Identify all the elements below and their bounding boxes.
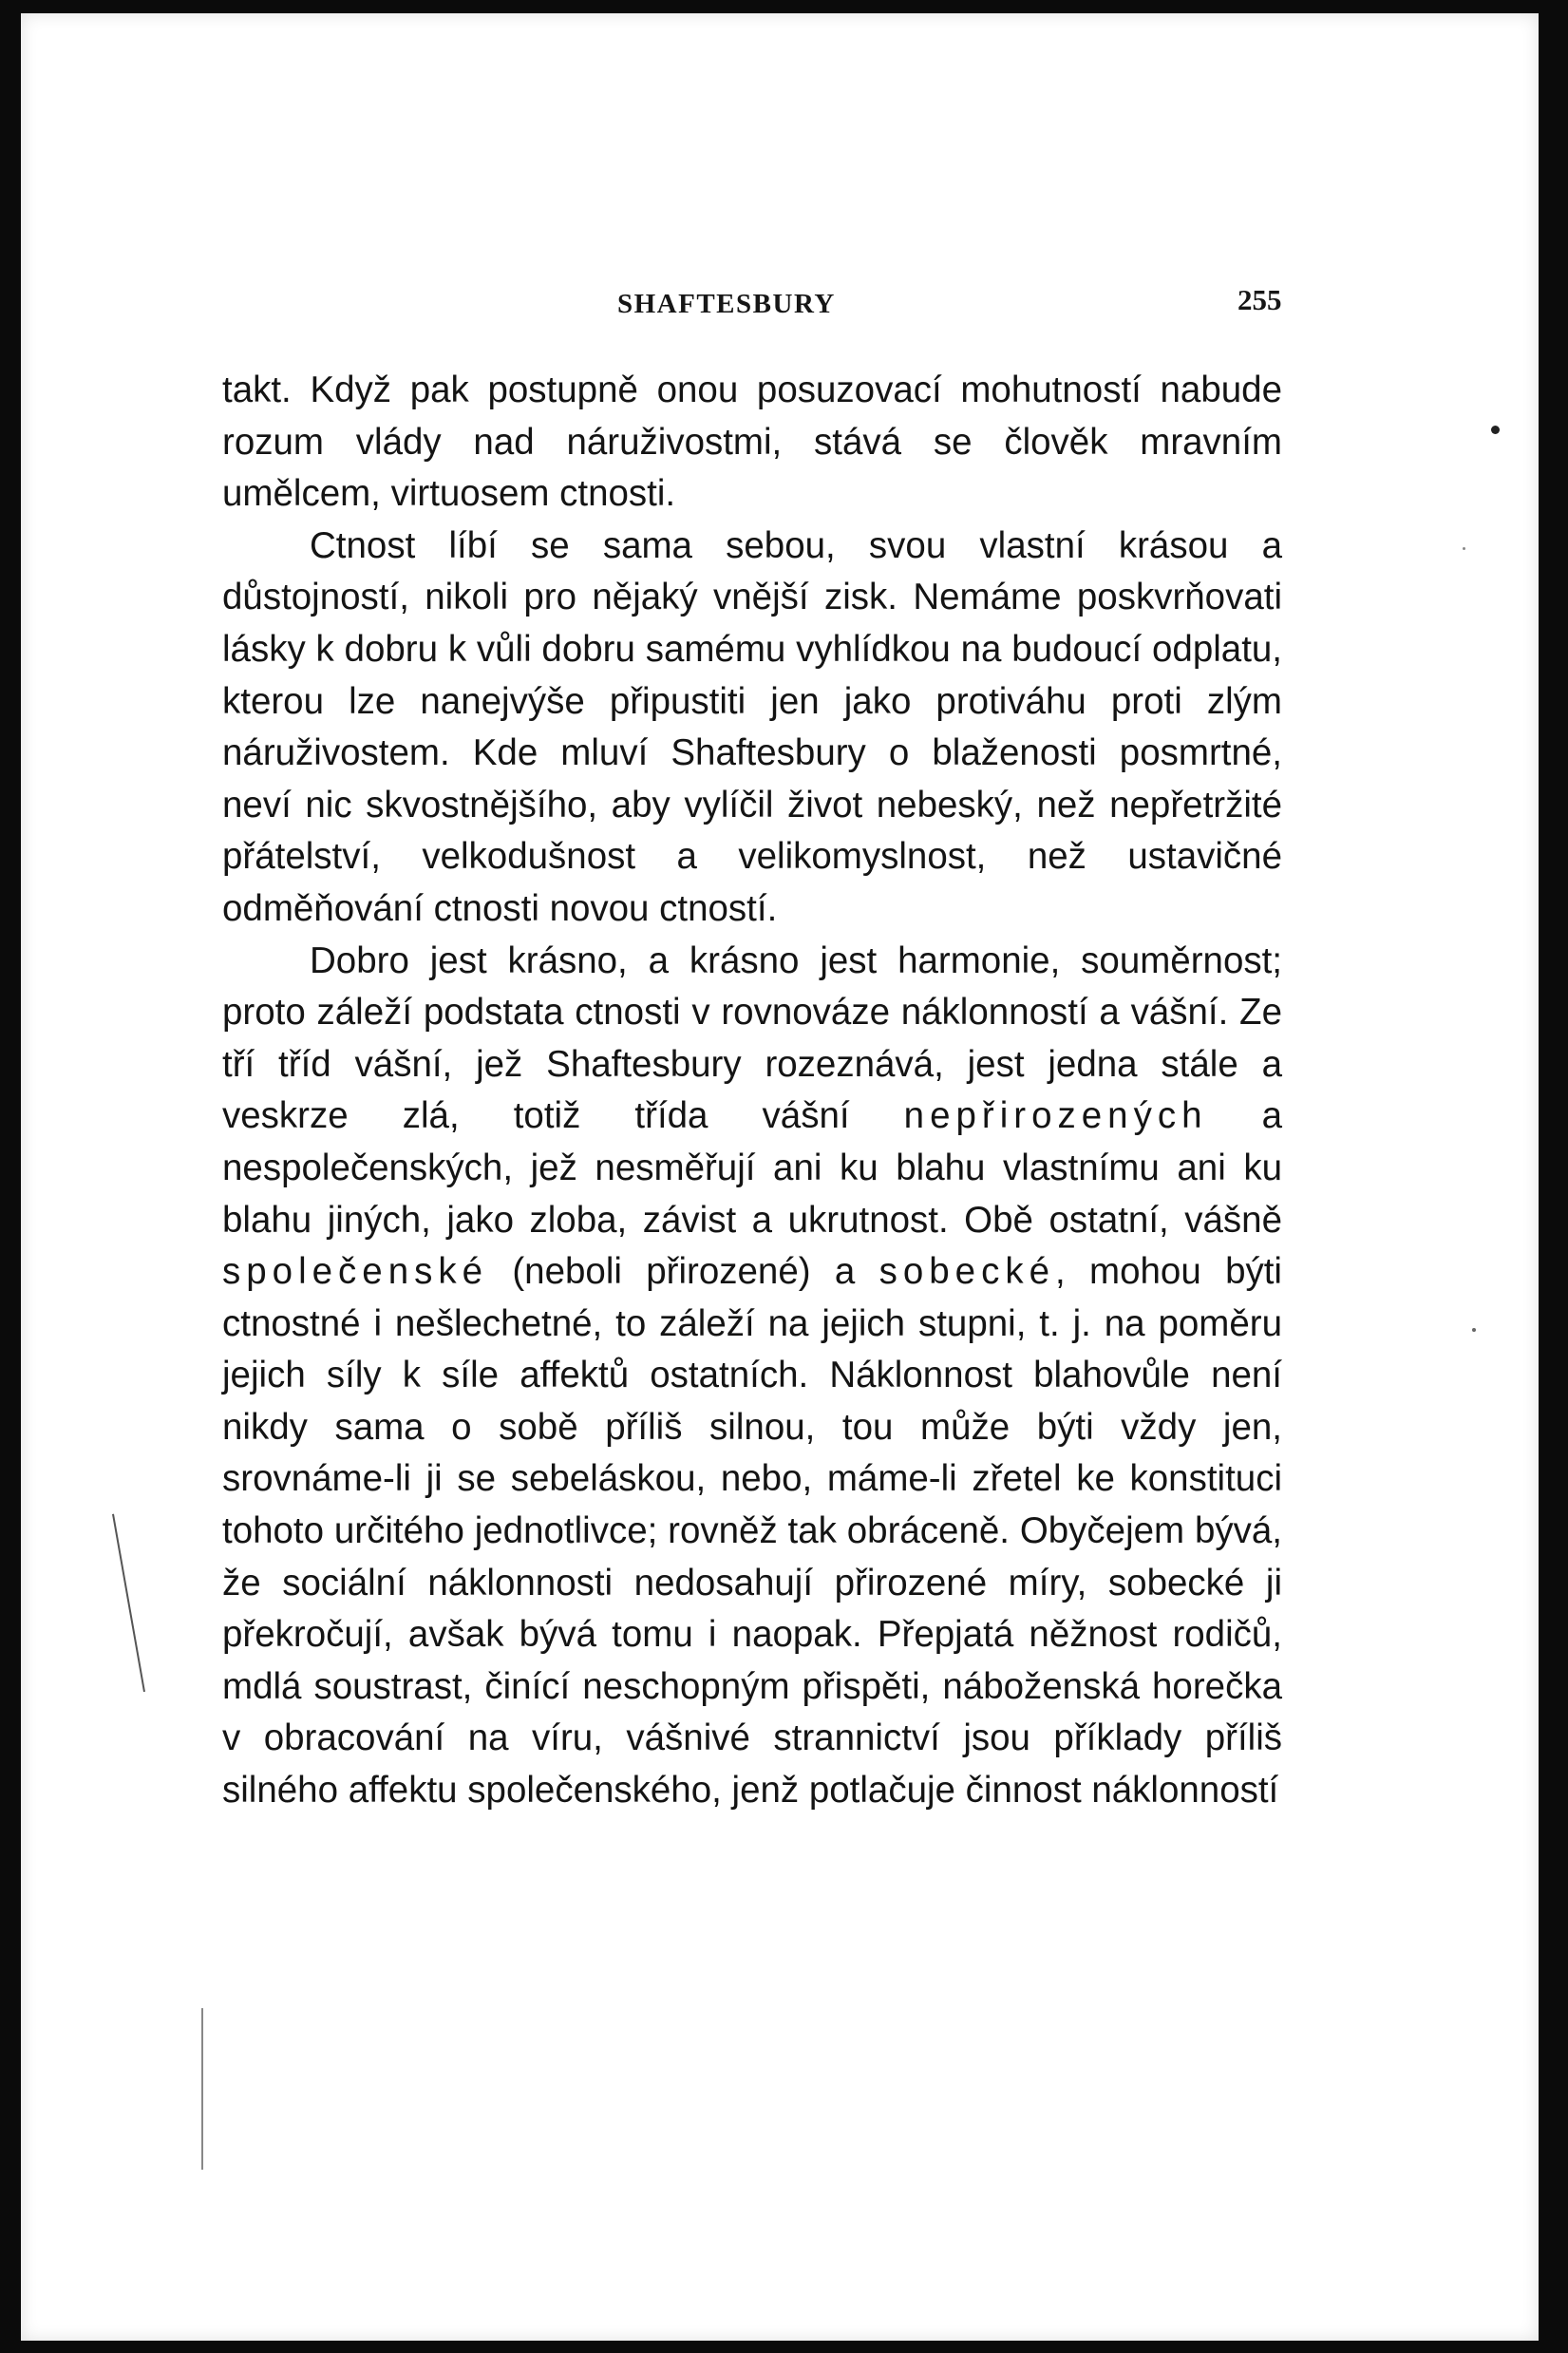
page-number: 255: [1237, 283, 1282, 316]
emphasized-term: sobecké: [878, 1251, 1056, 1293]
ink-speck: [1491, 426, 1500, 434]
book-page: [21, 13, 1539, 2341]
paragraph-text: , mohou býti ctnostné i nešlechetné, to záleží na jejich stupni, t. j. na poměru jejich síly k síle affektů ostatních. Náklonnost blahovůle není nikdy sama o sobě příliš silnou, tou může býti vždy jen, srovnáme-li ji se sebeláskou, nebo, máme-li zřetel ke konstituci tohoto určitého jednotlivce; rovněž tak obráceně. Obyčejem bývá, že sociální náklonnosti nedosahují přirozené míry, sobecké ji překročují, avšak bývá tomu i naopak. Přepjatá něžnost rodičů, mdlá soustrast, činící neschopným přispěti, náboženská horečka v obracování na víru, vášnivé strannictví jsou příklady příliš silného affektu společenského, jenž potlačuje činnost náklonností: [222, 1251, 1282, 1812]
paragraph-text: Dobro jest krásno, a krásno jest harmonie, souměrnost; proto záleží podstata ctnosti v rovnováze náklonností a vášní. Ze tří tříd vášní, jež Shaftesbury rozeznává, jest jedna stále a veskrze zlá, totiž třída vášní: [222, 939, 1282, 1137]
running-header: [21, 279, 1539, 336]
paragraph-2: [222, 521, 1282, 936]
paragraph-text: a nespolečenských, jež nesměřují ani ku blahu vlastnímu ani ku blahu jiných, jako zloba, závist a ukrutnost. Obě ostatní, vášně: [222, 1095, 1282, 1241]
ink-speck: [1463, 547, 1465, 550]
paragraph-text: Ctnost líbí se sama sebou, svou vlastní krásou a důstojností, nikoli pro nějaký vnější zisk. Nemáme poskvrňovati lásky k dobru k vůli dobru samému vyhlídkou na budoucí odplatu, kterou lze nanejvýše připustiti jen jako protiváhu proti zlým náruživostem. Kde mluví Shaftesbury o blaženosti posmrtné, neví nic skvostnějšího, aby vylíčil život nebeský, než nepřetržité přátelství, velkodušnost a velikomyslnost, než ustavičné odměňování ctnosti novou ctností.: [222, 524, 1282, 929]
paragraph-1: [222, 365, 1282, 521]
running-title: SHAFTESBURY: [617, 289, 836, 319]
scan-mark: [112, 1514, 145, 1692]
body-text: [222, 365, 1282, 1817]
paragraph-text: (neboli přirozené) a: [488, 1251, 879, 1293]
emphasized-term: nepřirozených: [903, 1095, 1208, 1137]
paragraph-text: takt. Když pak postupně onou posuzovací mohutností nabude rozum vlády nad náruživostmi, stává se člověk mravním umělcem, virtuosem ctnosti.: [222, 370, 1282, 515]
emphasized-term: společenské: [222, 1251, 489, 1293]
ink-speck: [1472, 1328, 1476, 1332]
paragraph-3: [222, 936, 1282, 1817]
scan-mark: [201, 2008, 203, 2170]
